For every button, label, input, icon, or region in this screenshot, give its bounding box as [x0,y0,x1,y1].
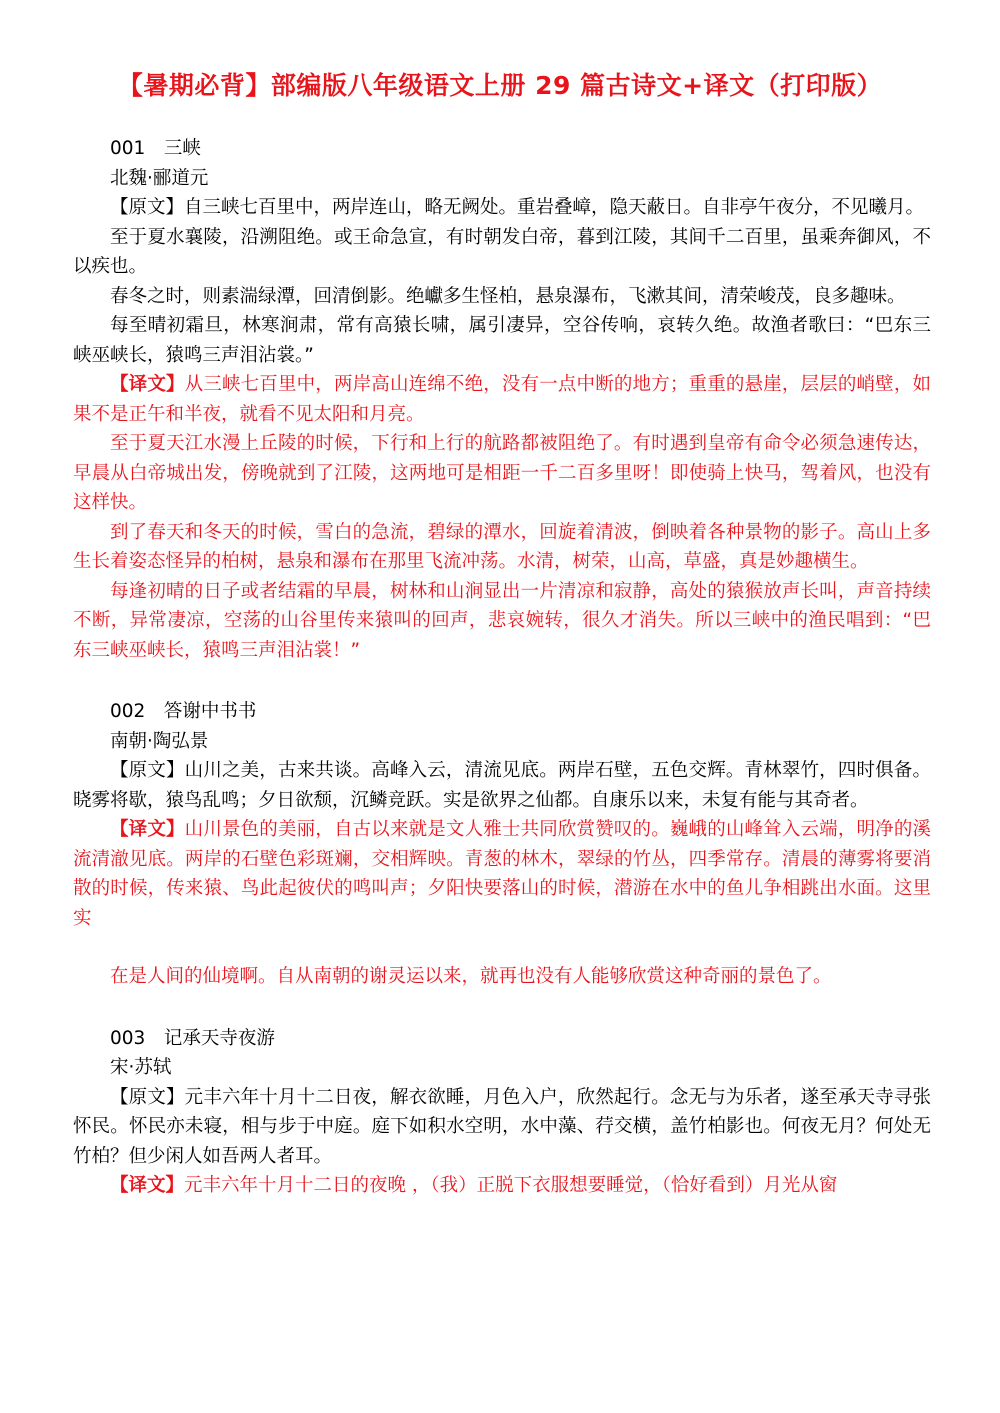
section-title: 答谢中书书 [163,701,257,722]
original-paragraph: 春冬之时，则素湍绿潭，回清倒影。绝巘多生怪柏，悬泉瀑布，飞漱其间，清荣峻茂，良多趣味。 [110,285,906,307]
original-tag: 【原文】 [110,760,185,781]
paragraph-spacer [73,933,931,962]
section-author: 宋·苏轼 [110,1057,172,1078]
original-paragraph: 至于夏水襄陵，沿溯阻绝。或王命急宣，有时朝发白帝，暮到江陵，其间千二百里，虽乘奔御风，不以疾也。 [73,226,931,277]
section-spacer [73,992,931,1024]
translation-paragraph: 每逢初晴的日子或者结霜的早晨，树林和山涧显出一片清凉和寂静，高处的猿猴放声长叫，声音持续不断，异常凄凉，空荡的山谷里传来猿叫的回声，悲哀婉转，很久才消失。所以三峡中的渔民唱到：“巴东三峡巫峡长，猿鸣三声泪沾裳！” [73,580,931,661]
translation-paragraph: 到了春天和冬天的时候，雪白的急流，碧绿的潭水，回旋着清波，倒映着各种景物的影子。高山上多生长着姿态怪异的柏树，悬泉和瀑布在那里飞流冲荡。水清，树荣，山高，草盛，真是妙趣横生。 [73,521,931,572]
section-number: 003 [110,1027,146,1049]
section-title: 记承天寺夜游 [163,1027,275,1049]
translation-tag: 【译文】 [110,819,185,840]
original-paragraph: 【原文】山川之美，古来共谈。高峰入云，清流见底。两岸石壁，五色交辉。青林翠竹，四时俱备。晓雾将歇，猿鸟乱鸣；夕日欲颓，沉鳞竞跃。实是欲界之仙都。自康乐以来，未复有能与其奇者。 [73,760,931,811]
original-tag: 【原文】 [110,197,185,218]
translation-tag: 【译文】 [110,374,185,395]
translation-paragraph: 在是人间的仙境啊。自从南朝的谢灵运以来，就再也没有人能够欣赏这种奇丽的景色了。 [110,966,832,987]
section-number: 001 [110,138,146,159]
section-author: 北魏·郦道元 [110,167,209,189]
original-paragraph: 【原文】元丰六年十月十二日夜，解衣欲睡，月色入户，欣然起行。念无与为乐者，遂至承天寺寻张怀民。怀民亦未寝，相与步于中庭。庭下如积水空明，水中藻、荇交横，盖竹柏影也。何夜无月？何处无竹柏？但少闲人如吾两人者耳。 [73,1086,931,1167]
original-paragraph: 每至晴初霜旦，林寒涧肃，常有高猿长啸，属引凄异，空谷传响，哀转久绝。故渔者歌曰：“巴东三峡巫峡长，猿鸣三声泪沾裳。” [73,315,931,366]
translation-paragraph: 至于夏天江水漫上丘陵的时候，下行和上行的航路都被阻绝了。有时遇到皇帝有命令必须急速传达，早晨从白帝城出发，傍晚就到了江陵，这两地可是相距一千二百多里呀！即使骑上快马，驾着风，也没有这样快。 [73,433,931,513]
section-spacer [73,665,931,697]
section-heading [73,1024,931,1054]
original-paragraph: 【原文】自三峡七百里中，两岸连山，略无阙处。重岩叠嶂，隐天蔽日。自非亭午夜分，不见曦月。 [110,197,925,218]
translation-paragraph: 【译文】从三峡七百里中，两岸高山连绵不绝，没有一点中断的地方；重重的悬崖，层层的峭壁，如果不是正午和半夜，就看不见太阳和月亮。 [73,374,931,425]
section-heading [73,697,931,727]
document-body [73,134,931,1201]
section-title: 三峡 [163,138,201,159]
original-tag: 【原文】 [110,1086,185,1108]
translation-paragraph: 【译文】山川景色的美丽，自古以来就是文人雅士共同欣赏赞叹的。巍峨的山峰耸入云端，明净的溪流清澈见底。两岸的石壁色彩斑斓，交相辉映。青葱的林木，翠绿的竹丛，四季常存。清晨的薄雾将要消散的时候，传来猿、鸟此起彼伏的鸣叫声；夕阳快要落山的时候，潜游在水中的鱼儿争相跳出水面。这里实 [73,819,931,929]
document-title: 【暑期必背】部编版八年级语文上册 29 篇古诗文+译文（打印版） [117,71,883,100]
translation-tag: 【译文】 [110,1175,185,1196]
section-number: 002 [110,701,146,722]
translation-paragraph: 【译文】元丰六年十月十二日的夜晚 ，（我）正脱下衣服想要睡觉，（恰好看到）月光从窗 [110,1175,838,1196]
section-author: 南朝·陶弘景 [110,730,209,752]
section-heading [73,134,931,164]
